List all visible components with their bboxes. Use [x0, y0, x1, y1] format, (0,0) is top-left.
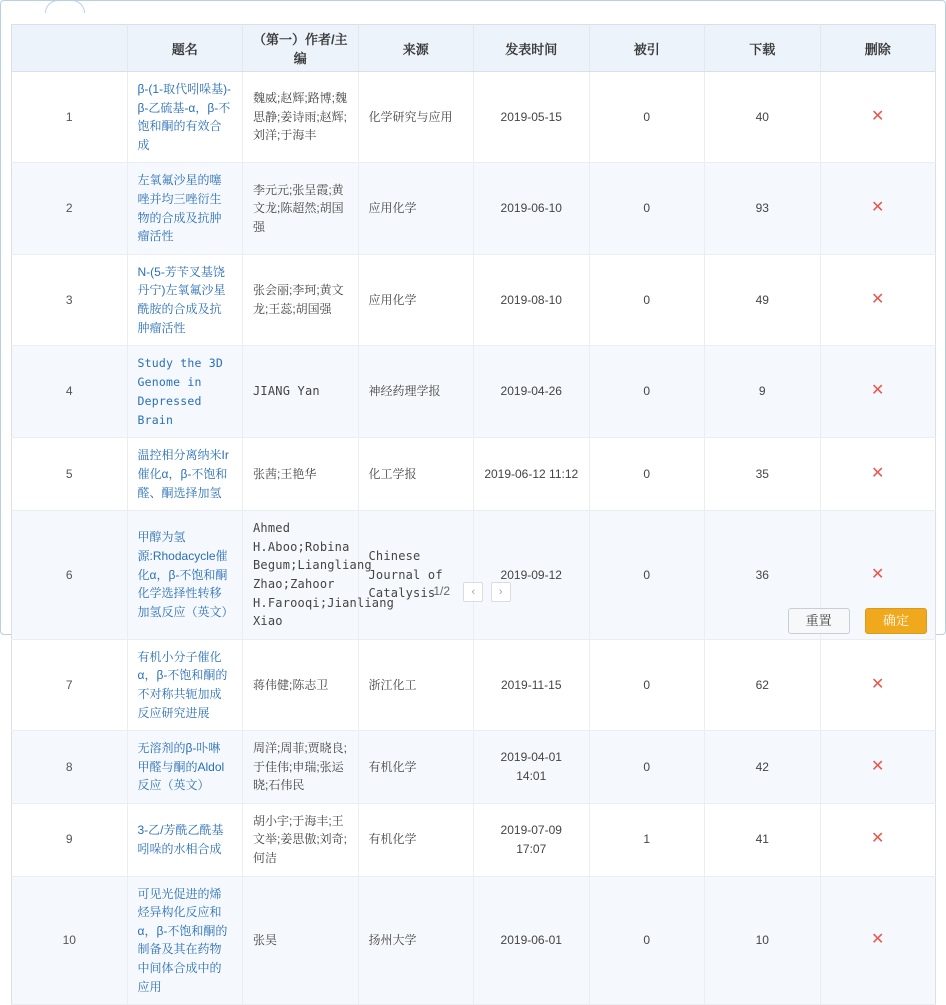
- row-title-link[interactable]: 左氧氟沙星的噻唑并均三唑衍生物的合成及抗肿瘤活性: [137, 173, 222, 244]
- table-row: [12, 163, 936, 254]
- close-icon[interactable]: ✕: [871, 565, 885, 583]
- row-downloads: 40: [705, 72, 821, 163]
- table-row: [12, 438, 936, 511]
- row-cited: 0: [589, 163, 705, 254]
- row-author: 蒋伟健;陈志卫: [243, 639, 359, 730]
- table-header: [12, 25, 936, 72]
- row-delete-cell[interactable]: [820, 803, 936, 876]
- next-page-button[interactable]: ›: [491, 582, 511, 602]
- row-title[interactable]: [127, 254, 243, 345]
- row-author: 周洋;周菲;贾晓良;于佳伟;申瑞;张运晓;石伟民: [243, 731, 359, 804]
- row-downloads: 10: [705, 876, 821, 1005]
- row-title[interactable]: [127, 731, 243, 804]
- row-delete-cell[interactable]: [820, 731, 936, 804]
- row-date: 2019-08-10: [474, 254, 590, 345]
- row-delete-cell[interactable]: [820, 254, 936, 345]
- row-delete-cell[interactable]: [820, 163, 936, 254]
- row-title-link[interactable]: 3-乙/芳酰乙酰基吲哚的水相合成: [137, 823, 224, 856]
- row-source: 浙江化工: [358, 639, 474, 730]
- row-delete-cell[interactable]: [820, 438, 936, 511]
- row-title[interactable]: [127, 803, 243, 876]
- row-cited: 0: [589, 254, 705, 345]
- row-date: 2019-06-01: [474, 876, 590, 1005]
- close-icon[interactable]: ✕: [871, 464, 885, 482]
- row-cited: 0: [589, 346, 705, 438]
- row-cited: 1: [589, 803, 705, 876]
- row-title-link[interactable]: 甲醇为氢源:Rhodacycle催化α，β-不饱和酮化学选择性转移加氢反应（英文）: [137, 530, 234, 619]
- row-downloads: 42: [705, 731, 821, 804]
- row-downloads: 35: [705, 438, 821, 511]
- row-downloads: 41: [705, 803, 821, 876]
- row-author: 李元元;张呈霞;黄文龙;陈超然;胡国强: [243, 163, 359, 254]
- table-row: [12, 731, 936, 804]
- pagination: [1, 582, 945, 602]
- row-date: 2019-04-26: [474, 346, 590, 438]
- row-index: 5: [12, 438, 128, 511]
- table-row: [12, 803, 936, 876]
- window-content: [1, 14, 945, 994]
- table-row: [12, 72, 936, 163]
- col-index: [12, 25, 128, 72]
- row-title-link[interactable]: 可见光促进的烯烃异构化反应和α，β-不饱和酮的制备及其在药物中间体合成中的应用: [137, 886, 228, 994]
- table-row: [12, 346, 936, 438]
- row-source: 应用化学: [358, 163, 474, 254]
- table-row: [12, 254, 936, 345]
- row-author: 魏威;赵辉;路博;魏思静;姜诗雨;赵辉;刘洋;于海丰: [243, 72, 359, 163]
- col-author: （第一）作者/主编: [243, 25, 359, 72]
- col-downloads: 下载: [705, 25, 821, 72]
- row-date: 2019-11-15: [474, 639, 590, 730]
- row-cited: 0: [589, 731, 705, 804]
- row-source: 应用化学: [358, 254, 474, 345]
- row-cited: 0: [589, 72, 705, 163]
- row-title[interactable]: [127, 163, 243, 254]
- col-date: 发表时间: [474, 25, 590, 72]
- row-cited: 0: [589, 511, 705, 640]
- row-author: Ahmed H.Aboo;Robina Begum;Liangliang Zhao;Zahoor H.Farooqi;Jianliang Xiao: [243, 511, 359, 640]
- page-indicator: 1/2: [433, 584, 450, 599]
- reset-button[interactable]: 重置: [788, 608, 850, 634]
- row-author: 张昊: [243, 876, 359, 1005]
- row-source: 有机化学: [358, 731, 474, 804]
- row-downloads: 36: [705, 511, 821, 640]
- col-title: 题名: [127, 25, 243, 72]
- col-source: 来源: [358, 25, 474, 72]
- close-icon[interactable]: ✕: [871, 757, 885, 775]
- row-delete-cell[interactable]: [820, 346, 936, 438]
- row-date: 2019-06-10: [474, 163, 590, 254]
- row-index: 4: [12, 346, 128, 438]
- confirm-button[interactable]: 确定: [865, 608, 927, 634]
- row-title[interactable]: [127, 72, 243, 163]
- row-index: 10: [12, 876, 128, 1005]
- row-source: 神经药理学报: [358, 346, 474, 438]
- row-delete-cell[interactable]: [820, 876, 936, 1005]
- row-title-link[interactable]: 有机小分子催化α，β-不饱和酮的不对称共轭加成反应研究进展: [137, 649, 228, 720]
- row-source: 有机化学: [358, 803, 474, 876]
- row-date: 2019-04-01 14:01: [474, 731, 590, 804]
- row-author: JIANG Yan: [243, 346, 359, 438]
- literature-table: [11, 24, 936, 1005]
- row-date: 2019-07-09 17:07: [474, 803, 590, 876]
- row-delete-cell[interactable]: [820, 72, 936, 163]
- row-title-link[interactable]: Study the 3D Genome in Depressed Brain: [137, 356, 223, 427]
- close-icon[interactable]: ✕: [871, 931, 885, 949]
- table-row: [12, 639, 936, 730]
- row-source: 扬州大学: [358, 876, 474, 1005]
- row-delete-cell[interactable]: [820, 639, 936, 730]
- row-date: 2019-06-12 11:12: [474, 438, 590, 511]
- row-index: 9: [12, 803, 128, 876]
- row-source: Chinese Journal of Catalysis: [358, 511, 474, 640]
- row-downloads: 49: [705, 254, 821, 345]
- footer: [1, 574, 945, 634]
- row-downloads: 9: [705, 346, 821, 438]
- row-title-link[interactable]: β-(1-取代吲哚基)-β-乙硫基-α，β-不饱和酮的有效合成: [137, 82, 232, 152]
- row-index: 6: [12, 511, 128, 640]
- table-header-row: [12, 25, 936, 72]
- close-icon[interactable]: ✕: [871, 830, 885, 848]
- col-delete: 删除: [820, 25, 936, 72]
- row-source: 化学研究与应用: [358, 72, 474, 163]
- row-cited: 0: [589, 876, 705, 1005]
- row-title[interactable]: [127, 639, 243, 730]
- row-cited: 0: [589, 438, 705, 511]
- row-downloads: 93: [705, 163, 821, 254]
- close-icon[interactable]: ✕: [871, 290, 885, 308]
- row-date: 2019-05-15: [474, 72, 590, 163]
- close-icon[interactable]: ✕: [871, 382, 885, 400]
- row-title[interactable]: [127, 876, 243, 1005]
- action-buttons: [788, 608, 927, 634]
- row-title-link[interactable]: N-(5-芳苄叉基饶丹宁)左氧氟沙星酰胺的合成及抗肿瘤活性: [137, 264, 226, 335]
- row-author: 胡小宇;于海丰;王文举;姜思傲;刘奇;何洁: [243, 803, 359, 876]
- row-title[interactable]: [127, 438, 243, 511]
- col-cited: 被引: [589, 25, 705, 72]
- row-title-link[interactable]: 无溶剂的β-卟啉甲醛与酮的Aldol反应（英文）: [137, 741, 225, 793]
- row-date: 2019-09-12: [474, 511, 590, 640]
- close-icon[interactable]: ✕: [871, 107, 885, 125]
- close-icon[interactable]: ✕: [871, 675, 885, 693]
- row-downloads: 62: [705, 639, 821, 730]
- row-index: 7: [12, 639, 128, 730]
- row-cited: 0: [589, 639, 705, 730]
- row-title[interactable]: [127, 346, 243, 438]
- row-title-link[interactable]: 温控相分离纳米Ir催化α，β-不饱和醛、酮选择加氢: [137, 448, 229, 500]
- row-index: 2: [12, 163, 128, 254]
- row-index: 1: [12, 72, 128, 163]
- prev-page-button[interactable]: ‹: [463, 582, 483, 602]
- row-author: 张茜;王艳华: [243, 438, 359, 511]
- row-author: 张会丽;李珂;黄文龙;王蕊;胡国强: [243, 254, 359, 345]
- row-index: 8: [12, 731, 128, 804]
- close-icon[interactable]: ✕: [871, 199, 885, 217]
- table-row: [12, 876, 936, 1005]
- row-index: 3: [12, 254, 128, 345]
- row-source: 化工学报: [358, 438, 474, 511]
- table-body: [12, 72, 936, 1005]
